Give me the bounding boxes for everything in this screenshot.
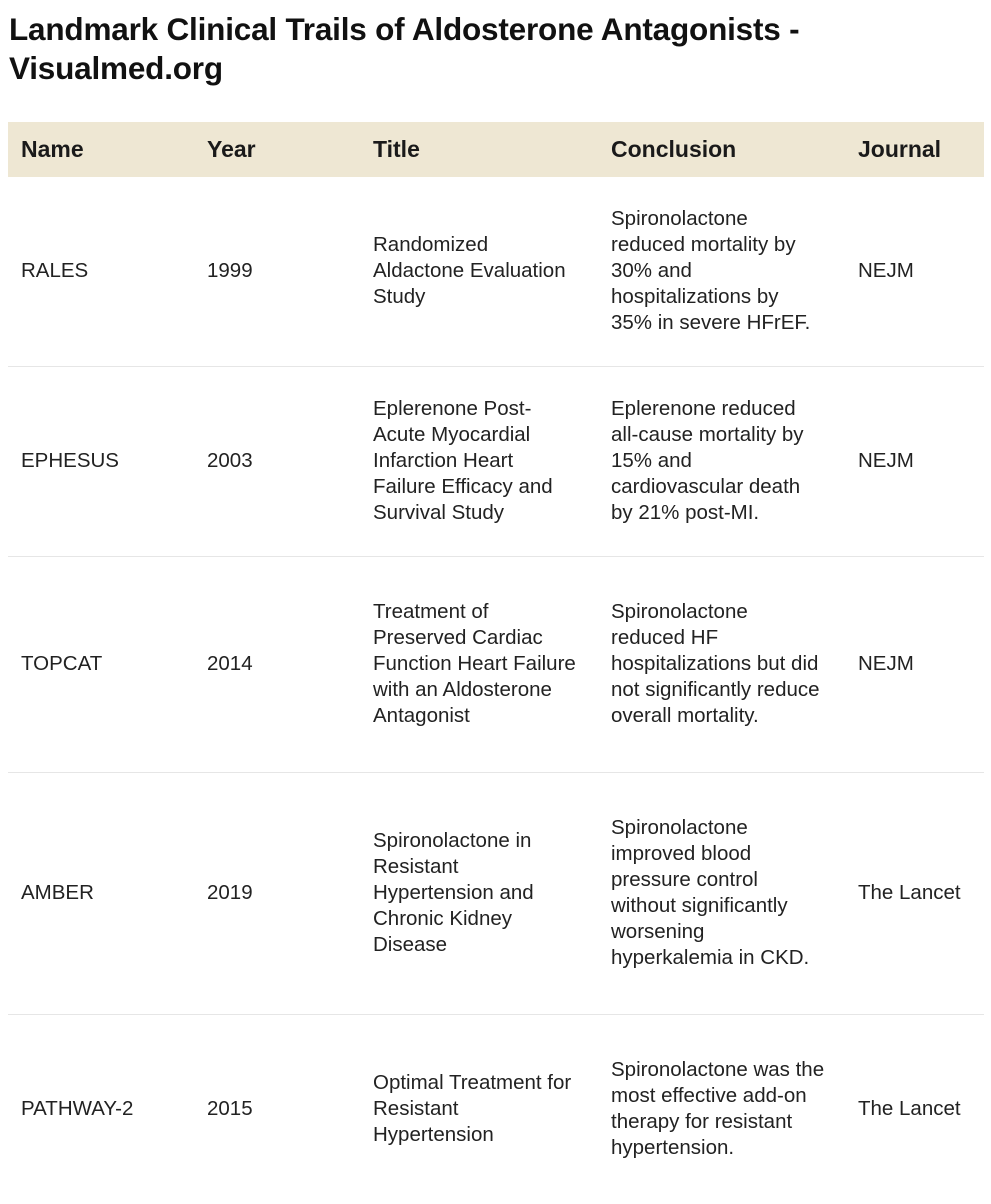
- table-body: [8, 177, 984, 1204]
- cell-name: TOPCAT: [8, 556, 194, 772]
- column-header-name: Name: [21, 136, 84, 162]
- cell-conclusion: Spironolactone reduced HF hospitalizations but did not significantly reduce overall mortality.: [598, 556, 845, 772]
- cell-journal: NEJM: [845, 556, 984, 772]
- cell-journal: NEJM: [858, 259, 914, 283]
- cell-name: EPHESUS: [8, 366, 194, 556]
- page-title: Landmark Clinical Trails of Aldosterone Antagonists - Visualmed.org: [9, 11, 800, 86]
- table-row: [8, 556, 984, 772]
- cell-name: RALES: [21, 259, 89, 283]
- cell-title: Eplerenone Post-Acute Myocardial Infarction Heart Failure Efficacy and Survival Study: [360, 366, 598, 556]
- table-row: [8, 1014, 984, 1204]
- cell-title: Treatment of Preserved Cardiac Function Heart Failure with an Aldosterone Antagonist: [360, 556, 598, 772]
- cell-conclusion: Spironolactone reduced mortality by 30% and hospitalizations by 35% in severe HFrEF.: [611, 207, 811, 335]
- table-row: [8, 177, 984, 366]
- cell-year: 2019: [194, 772, 360, 1014]
- table-row: [8, 366, 984, 556]
- column-header-journal: Journal: [858, 136, 942, 162]
- cell-name: AMBER: [8, 772, 194, 1014]
- column-header-conclusion: Conclusion: [611, 136, 737, 162]
- column-header-year: Year: [207, 136, 256, 162]
- cell-conclusion: Spironolactone was the most effective add-on therapy for resistant hypertension.: [598, 1014, 845, 1204]
- cell-conclusion: Spironolactone improved blood pressure control without significantly worsening hyperkalemia in CKD.: [598, 772, 845, 1014]
- cell-year: 2015: [194, 1014, 360, 1204]
- cell-title: Optimal Treatment for Resistant Hypertension: [360, 1014, 598, 1204]
- cell-year: 2003: [194, 366, 360, 556]
- cell-title: Randomized Aldactone Evaluation Study: [373, 233, 566, 309]
- cell-year: 1999: [207, 259, 253, 283]
- header-row: [8, 122, 984, 177]
- trials-table: [8, 122, 984, 1204]
- cell-journal: NEJM: [845, 366, 984, 556]
- cell-journal: The Lancet: [845, 772, 984, 1014]
- cell-year: 2014: [194, 556, 360, 772]
- cell-title: Spironolactone in Resistant Hypertension and Chronic Kidney Disease: [360, 772, 598, 1014]
- column-header-title: Title: [373, 136, 420, 162]
- table-header: [8, 122, 984, 177]
- table-row: [8, 772, 984, 1014]
- cell-name: PATHWAY-2: [8, 1014, 194, 1204]
- cell-conclusion: Eplerenone reduced all-cause mortality by 15% and cardiovascular death by 21% post-MI.: [598, 366, 845, 556]
- cell-journal: The Lancet: [845, 1014, 984, 1204]
